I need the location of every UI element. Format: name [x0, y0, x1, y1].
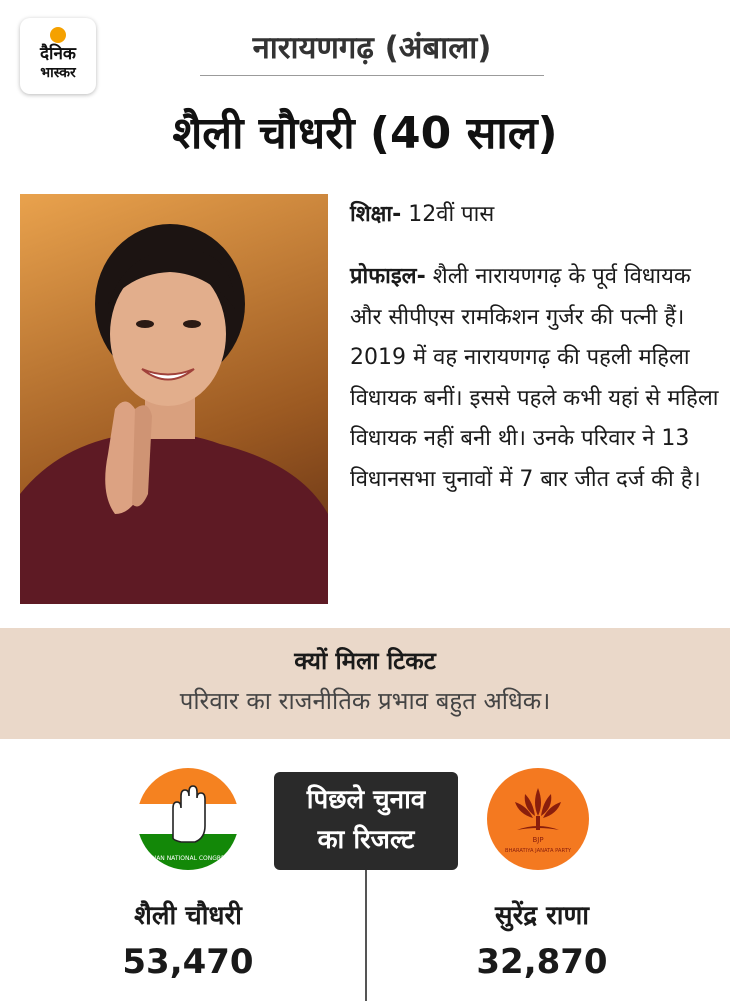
ticket-heading: क्यों मिला टिकट: [294, 647, 436, 675]
previous-result-badge: [274, 772, 458, 870]
ticket-reason-band: [0, 628, 730, 739]
education-value: 12वीं पास: [408, 202, 495, 227]
ticket-text: परिवार का राजनीतिक प्रभाव बहुत अधिक।: [179, 687, 551, 715]
dainik-bhaskar-logo: [20, 18, 96, 94]
left-candidate-name: शैली चौधरी: [134, 901, 242, 931]
education: [350, 199, 494, 231]
result-divider: [365, 870, 367, 1001]
candidate-title: शैली चौधरी (40 साल): [172, 108, 558, 159]
logo-line-2: भास्कर: [40, 65, 76, 81]
divider: [200, 75, 544, 76]
profile-text: शैली नारायणगढ़ के पूर्व विधायक और सीपीएस रामकिशन गुर्जर की पत्नी हैं। 2019 में वह नारायणगढ़ की पहली महिला विधायक बनीं। इससे पहले कभी यहां से महिला विधायक नहीं बनी थी। उनके परिवार ने 13 विधानसभा चुनावों में 7 बार जीत दर्ज की है।: [350, 264, 719, 492]
badge-line-2: का रिजल्ट: [317, 825, 415, 855]
bjp-logo-abbr: BJP: [532, 836, 544, 844]
bjp-logo: [487, 768, 589, 870]
profile-block: [350, 257, 720, 501]
candidate-photo: [20, 194, 328, 604]
congress-logo-text: INDIAN NATIONAL CONGRESS: [143, 855, 233, 862]
education-label: शिक्षा-: [350, 202, 402, 227]
right-candidate-name: सुरेंद्र राणा: [495, 901, 589, 931]
congress-logo: [137, 768, 239, 870]
bjp-logo-text: BHARATIYA JANATA PARTY: [504, 848, 572, 854]
profile-label: प्रोफाइल-: [350, 264, 426, 289]
left-candidate-votes: 53,470: [122, 942, 254, 982]
constituency-title: नारायणगढ़ (अंबाला): [252, 30, 492, 66]
right-candidate-votes: 32,870: [476, 942, 608, 982]
sun-icon: [50, 27, 66, 43]
logo-line-1: दैनिक: [40, 44, 76, 64]
badge-line-1: पिछले चुनाव: [306, 785, 426, 815]
